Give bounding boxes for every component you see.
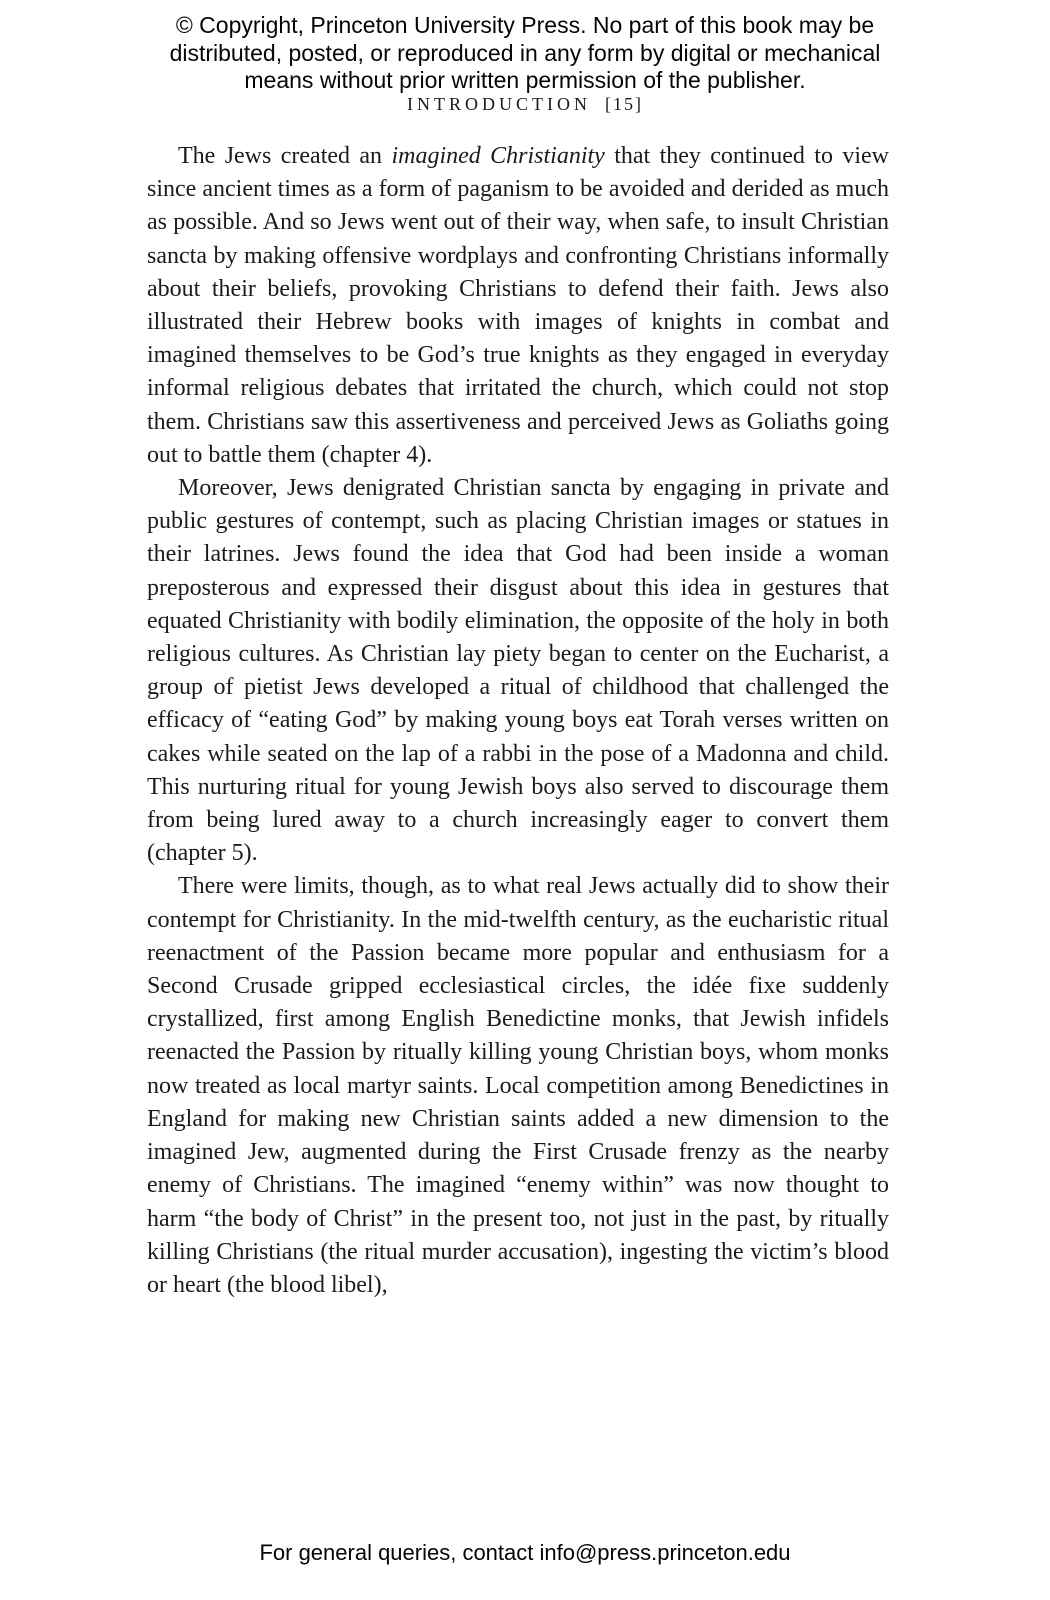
running-head-section: INTRODUCTION <box>407 94 591 114</box>
italic-text-segment: imagined Christianity <box>391 143 605 169</box>
body-text <box>147 140 889 1302</box>
text-segment: The Jews created an <box>178 143 392 169</box>
footer-text: For general queries, contact info@press.princeton.edu <box>259 1540 791 1565</box>
text-segment: Moreover, Jews denigrated Christian sancta by engaging in private and public gestures of contempt, such as placing Christian images or statues in their latrines. Jews found the idea that God had been inside a woman preposterous and expressed their disgust about this idea in gestures that equated Christianity with bodily elimination, the opposite of the holy in both religious cultures. As Christian lay piety began to center on the Eucharist, a group of pietist Jews developed a ritual of childhood that challenged the efficacy of “eating God” by making young boys eat Torah verses written on cakes while seated on the lap of a rabbi in the pose of a Madonna and child. This nurturing ritual for young Jewish boys also served to discourage them from being lured away to a church increasingly eager to convert them (chapter 5). <box>147 475 889 867</box>
paragraph <box>147 870 889 1302</box>
copyright-line: © Copyright, Princeton University Press. No part of this book may be <box>175 12 875 38</box>
text-segment: There were limits, though, as to what real Jews actually did to show their contempt for Christianity. In the mid-twelfth century, as the eucharistic ritual reenactment of the Passion became more popular and enthusiasm for a Second Crusade gripped ecclesiastical circles, the idée fixe suddenly crystallized, first among English Benedictine monks, that Jewish infidels reenacted the Passion by ritually killing young Christian boys, whom monks now treated as local martyr saints. Local competition among Benedictines in England for making new Christian saints added a new dimension to the imagined Jew, augmented during the First Crusade frenzy as the nearby enemy of Christians. The imagined “enemy within” was now thought to harm “the body of Christ” in the present too, not just in the past, by ritually killing Christians (the ritual murder accusation), ingesting the victim’s blood or heart (the blood libel), <box>147 873 889 1298</box>
running-head <box>0 94 1050 115</box>
page-footer <box>0 1540 1050 1566</box>
copyright-line: means without prior written permission of the publisher. <box>244 67 806 93</box>
copyright-line: distributed, posted, or reproduced in any form by digital or mechanical <box>169 39 881 66</box>
paragraph <box>147 140 889 472</box>
paragraph <box>147 472 889 870</box>
text-segment: that they continued to view since ancient times as a form of paganism to be avoided and derided as much as possible. And so Jews went out of their way, when safe, to insult Christian sancta by making offensive wordplays and confronting Christians informally about their beliefs, provoking Christians to defend their faith. Jews also illustrated their Hebrew books with images of knights in combat and imagined themselves to be God’s true knights as they engaged in everyday informal religious debates that irritated the church, which could not stop them. Christians saw this assertiveness and perceived Jews as Goliaths going out to battle them (chapter 4). <box>147 143 890 468</box>
running-head-page-number: [15] <box>604 94 643 114</box>
copyright-notice <box>0 12 1050 95</box>
